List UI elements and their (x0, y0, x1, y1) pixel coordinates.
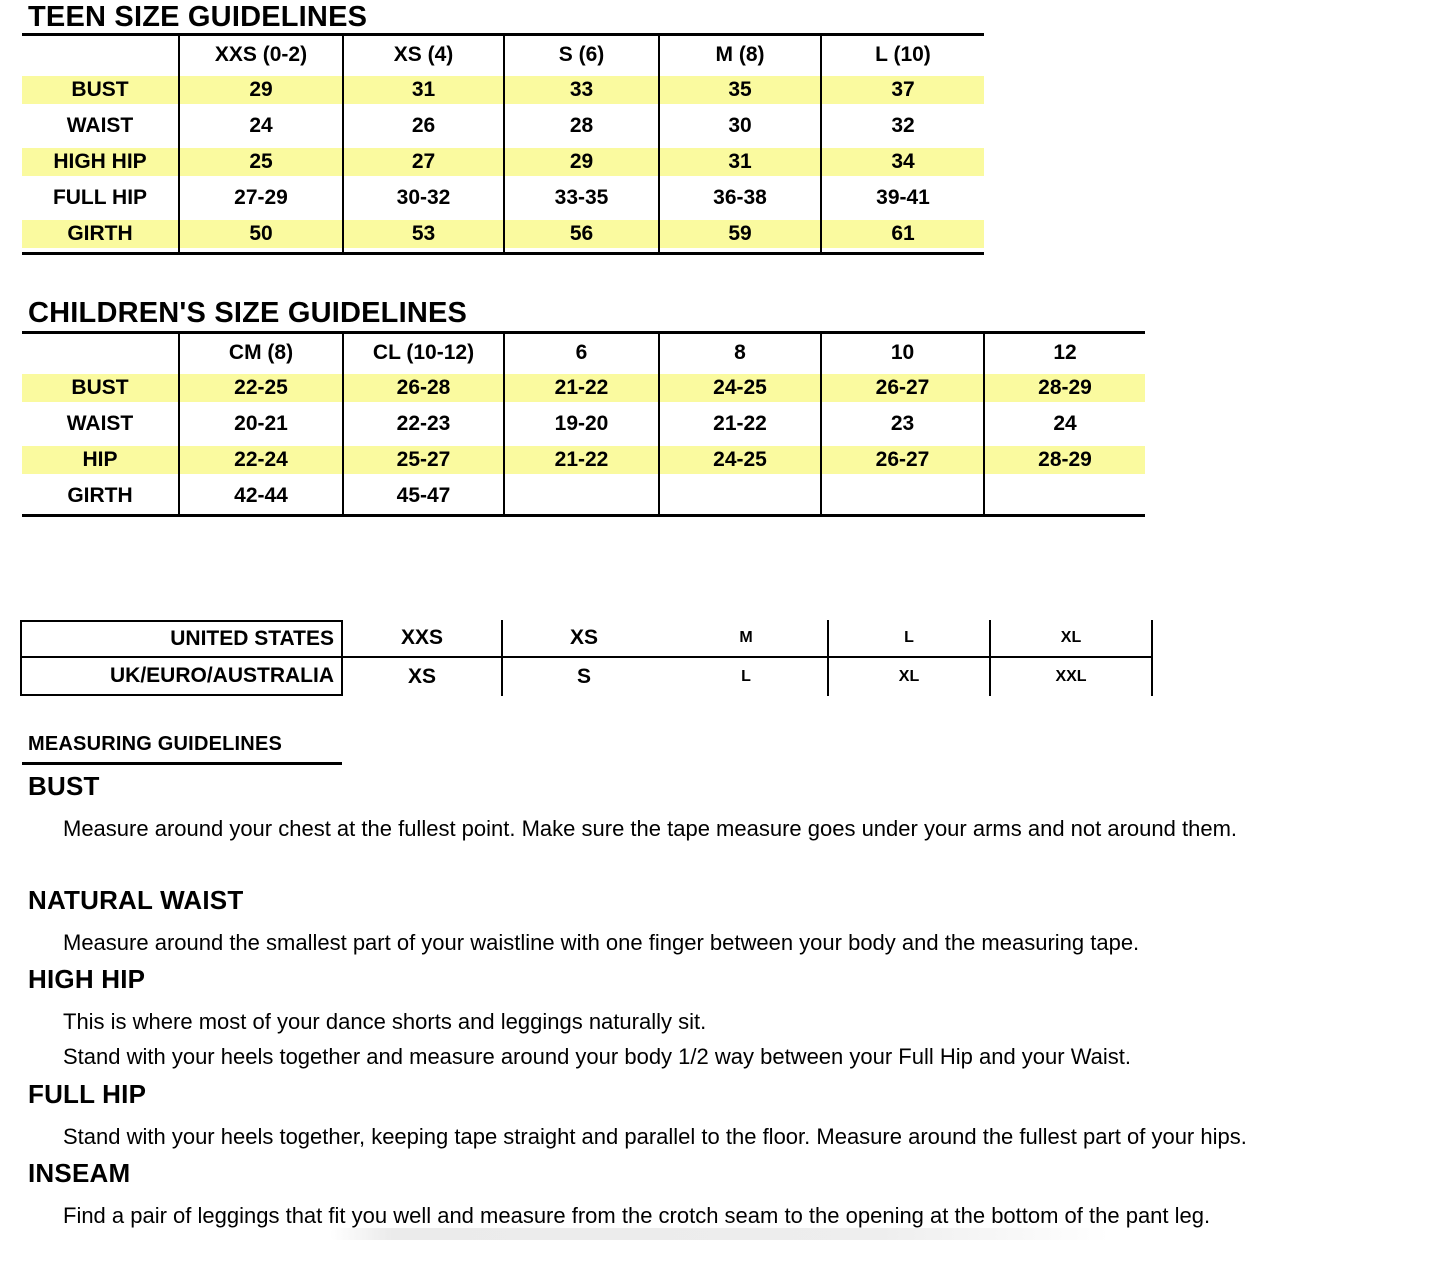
value: 28 (569, 114, 594, 137)
value-cell (344, 442, 505, 478)
value-cell (660, 370, 822, 406)
row-label-cell (22, 478, 180, 514)
value: 22-23 (396, 412, 451, 435)
us-uk-size-conversion-table (20, 620, 1153, 696)
row-label: GIRTH (67, 484, 133, 507)
value: 21-22 (505, 374, 658, 402)
value: 28-29 (985, 446, 1145, 474)
value-cell (344, 180, 505, 216)
measuring-section (22, 771, 1423, 844)
conversion-value-cell: M (665, 620, 829, 658)
column-header-cell: 12 (1053, 341, 1077, 364)
value: 31 (660, 148, 820, 176)
value-cell (822, 370, 985, 406)
value-cell (505, 72, 660, 108)
value: 27-29 (234, 186, 288, 209)
row-label: BUST (22, 374, 178, 402)
value: 56 (505, 220, 658, 248)
childrens-size-table (22, 331, 1145, 517)
value: 29 (180, 76, 342, 104)
measuring-section (22, 1158, 1423, 1231)
conversion-value-cell: XXL (991, 658, 1153, 696)
value-cell (344, 370, 505, 406)
row-label: WAIST (66, 412, 134, 435)
value: 30 (728, 114, 752, 137)
value-cell (822, 72, 984, 108)
value-cell (505, 406, 660, 442)
row-label: FULL HIP (52, 186, 148, 209)
value: 26-28 (344, 374, 503, 402)
value (505, 482, 658, 510)
measuring-section-paragraph: Stand with your heels together and measure around your body 1/2 way between your Full Hip and your Waist. (63, 1044, 1131, 1069)
row-label: HIP (22, 446, 178, 474)
value-cell (505, 370, 660, 406)
value-cell (822, 180, 984, 216)
value: 59 (660, 220, 820, 248)
value-cell (505, 478, 660, 514)
value-cell (344, 216, 505, 252)
value: 26 (411, 114, 436, 137)
row-label: WAIST (66, 114, 134, 137)
value-cell (344, 108, 505, 144)
childrens-size-guidelines-title: CHILDREN'S SIZE GUIDELINES (28, 297, 468, 329)
value: 23 (890, 412, 915, 435)
value: 25-27 (344, 446, 503, 474)
column-header-cell: 10 (822, 334, 985, 372)
value: 37 (822, 76, 984, 104)
row-label-cell (22, 370, 180, 406)
value-cell (822, 108, 984, 144)
value: 53 (344, 220, 503, 248)
value: 31 (344, 76, 503, 104)
column-header-cell: 8 (660, 334, 822, 372)
value-cell (180, 144, 344, 180)
value: 32 (891, 114, 915, 137)
column-header-cell: 6 (505, 334, 660, 372)
value: 61 (822, 220, 984, 248)
measuring-guidelines-section (22, 731, 1423, 1231)
value: 25 (180, 148, 342, 176)
measuring-section (22, 1079, 1423, 1152)
conversion-value-cell: XS (343, 658, 503, 696)
column-header-cell: XS (4) (344, 36, 505, 73)
value: 33-35 (554, 186, 609, 209)
bottom-shade-artifact (330, 1228, 1110, 1240)
column-header-cell: M (8) (660, 36, 822, 73)
corner-cell (22, 334, 180, 372)
value: 24-25 (660, 446, 820, 474)
measuring-section-paragraph: Find a pair of leggings that fit you well and measure from the crotch seam to the opening at the bottom of the pant leg. (63, 1203, 1211, 1228)
measuring-guidelines-title: MEASURING GUIDELINES (22, 733, 342, 765)
row-label: BUST (22, 76, 178, 104)
value-cell (505, 180, 660, 216)
value-cell (180, 406, 344, 442)
value-cell (822, 442, 985, 478)
value: 29 (505, 148, 658, 176)
value-cell (344, 72, 505, 108)
value-cell (660, 108, 822, 144)
row-label-cell (22, 216, 180, 252)
conversion-row-label: UNITED STATES (20, 620, 343, 658)
value: 26-27 (822, 446, 983, 474)
value-cell (180, 72, 344, 108)
value-cell (822, 144, 984, 180)
corner-cell (22, 36, 180, 73)
value-cell (660, 144, 822, 180)
value-cell (180, 216, 344, 252)
value-cell (180, 108, 344, 144)
value-cell (660, 442, 822, 478)
value (822, 482, 983, 510)
value-cell (985, 442, 1145, 478)
value: 26-27 (822, 374, 983, 402)
value-cell (344, 478, 505, 514)
measuring-section-heading: BUST (28, 771, 100, 801)
teen-size-guidelines-title: TEEN SIZE GUIDELINES (28, 1, 368, 33)
value-cell (505, 108, 660, 144)
value: 22-24 (180, 446, 342, 474)
measuring-section-heading: FULL HIP (28, 1079, 147, 1109)
conversion-value-cell: XL (829, 658, 991, 696)
measuring-section-paragraph: Stand with your heels together, keeping tape straight and parallel to the floor. Measure around the fullest part of your hips. (63, 1124, 1247, 1149)
value-cell (985, 406, 1145, 442)
value: 45-47 (396, 484, 451, 507)
conversion-value-cell: XXS (343, 620, 503, 658)
value-cell (180, 370, 344, 406)
value: 34 (822, 148, 984, 176)
value-cell (985, 370, 1145, 406)
value: 27 (344, 148, 503, 176)
value: 36-38 (713, 186, 767, 209)
measuring-section (22, 964, 1423, 1072)
row-label-cell (22, 144, 180, 180)
column-header-cell: CL (10-12) (344, 334, 505, 372)
measuring-section-heading: INSEAM (28, 1158, 131, 1188)
value: 21-22 (713, 412, 767, 435)
value-cell (505, 144, 660, 180)
row-label-cell (22, 406, 180, 442)
value: 21-22 (505, 446, 658, 474)
value-cell (822, 406, 985, 442)
row-label-cell (22, 72, 180, 108)
value-cell (180, 478, 344, 514)
value: 24 (1053, 412, 1077, 435)
value-cell (344, 144, 505, 180)
value-cell (660, 216, 822, 252)
row-label-cell (22, 180, 180, 216)
value: 35 (660, 76, 820, 104)
column-header-cell: L (10) (875, 42, 931, 66)
value (985, 482, 1145, 510)
column-header-cell: CM (8) (180, 334, 344, 372)
conversion-value-cell: S (576, 665, 591, 688)
measuring-section-heading: HIGH HIP (28, 964, 146, 994)
value: 30-32 (396, 186, 451, 209)
conversion-row-label: UK/EURO/AUSTRALIA (20, 658, 343, 696)
value-cell (660, 406, 822, 442)
value-cell (822, 216, 984, 252)
conversion-value-cell: L (665, 658, 829, 696)
conversion-value-cell: XL (991, 620, 1153, 658)
column-header-cell: XXS (0-2) (180, 36, 344, 73)
row-label-cell (22, 108, 180, 144)
value: 24 (249, 114, 273, 137)
value-cell (505, 216, 660, 252)
value-cell (985, 478, 1145, 514)
row-label: GIRTH (22, 220, 178, 248)
value-cell (505, 442, 660, 478)
measuring-section-paragraph: Measure around your chest at the fullest point. Make sure the tape measure goes under your arms and not around them. (63, 816, 1238, 841)
value-cell (660, 478, 822, 514)
value-cell (660, 72, 822, 108)
value: 20-21 (234, 412, 288, 435)
measuring-section-heading: NATURAL WAIST (28, 885, 244, 915)
value-cell (344, 406, 505, 442)
teen-size-table (22, 33, 984, 255)
value: 28-29 (985, 374, 1145, 402)
measuring-section (22, 885, 1423, 958)
measuring-sections (22, 771, 1423, 1231)
conversion-value-cell: XS (503, 620, 665, 658)
value: 33 (505, 76, 658, 104)
value: 42-44 (234, 484, 288, 507)
value: 24-25 (660, 374, 820, 402)
measuring-section-paragraph: This is where most of your dance shorts and leggings naturally sit. (63, 1009, 707, 1034)
measuring-section-paragraph: Measure around the smallest part of your waistline with one finger between your body and the measuring tape. (63, 930, 1140, 955)
value: 50 (180, 220, 342, 248)
value-cell (660, 180, 822, 216)
conversion-value-cell: L (829, 620, 991, 658)
value: 19-20 (554, 412, 609, 435)
value-cell (822, 478, 985, 514)
value (660, 482, 820, 510)
value: 39-41 (876, 186, 930, 209)
column-header-cell: S (6) (505, 36, 660, 73)
value-cell (180, 442, 344, 478)
value: 22-25 (180, 374, 342, 402)
row-label-cell (22, 442, 180, 478)
value-cell (180, 180, 344, 216)
row-label: HIGH HIP (22, 148, 178, 176)
